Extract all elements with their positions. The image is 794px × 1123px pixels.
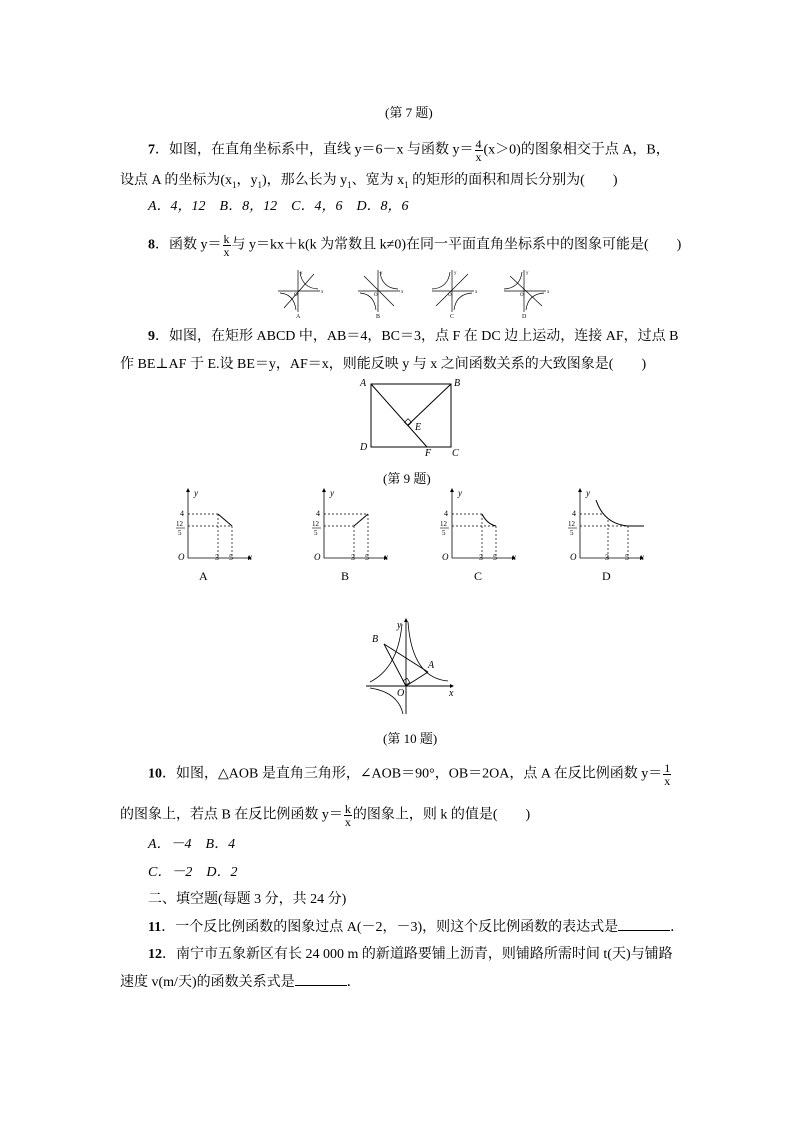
q9a-y: y bbox=[194, 488, 198, 498]
q9a-x: x bbox=[248, 552, 252, 562]
q9-choice-a: A bbox=[199, 569, 208, 583]
q10-label-b: B bbox=[372, 634, 379, 645]
q9b-5d: 5 bbox=[314, 529, 318, 537]
q9b-o: O bbox=[314, 552, 321, 562]
q7-l2d: 、宽为 x bbox=[351, 173, 405, 188]
q7-text-a: ．如图，在直角坐标系中，直线 y＝6－x 与函数 y＝ bbox=[155, 142, 474, 158]
q8-choice-c: C bbox=[450, 314, 455, 320]
q9d-o: O bbox=[570, 552, 577, 562]
q8c-x: x bbox=[475, 290, 478, 295]
q9a-5: 5 bbox=[229, 553, 233, 562]
q9-graph-b bbox=[304, 488, 394, 588]
q9b-y: y bbox=[330, 488, 334, 498]
q8-graph-c bbox=[430, 266, 480, 318]
q9-label-f: F bbox=[425, 448, 432, 459]
q9-line1 bbox=[148, 328, 679, 346]
q9a-4: 4 bbox=[180, 509, 184, 518]
q11-answer-blank[interactable] bbox=[618, 918, 670, 931]
q9c-y: y bbox=[458, 488, 462, 498]
q9c-5: 5 bbox=[493, 553, 497, 562]
q8b-o: O bbox=[374, 293, 378, 298]
q8-frac-num: k bbox=[223, 232, 230, 246]
q7-caption: (第 7 题) bbox=[385, 105, 433, 120]
q8c-y: y bbox=[454, 271, 457, 276]
q8d-o: O bbox=[520, 293, 524, 298]
q8-choice-b: B bbox=[376, 314, 381, 320]
q9-choice-c: C bbox=[474, 569, 483, 583]
q12-answer-blank[interactable] bbox=[295, 973, 347, 986]
q8b-y: y bbox=[380, 271, 383, 276]
q9d-y: y bbox=[586, 488, 590, 498]
q8-graph-d bbox=[502, 266, 552, 318]
q9-caption: (第 9 题) bbox=[383, 471, 431, 486]
q10-text-2b: 的图象上，则 k 的值是( ) bbox=[352, 807, 531, 823]
q9d-5: 5 bbox=[625, 553, 629, 562]
q9c-4: 4 bbox=[444, 509, 448, 518]
q7-line2 bbox=[120, 172, 618, 194]
q9b-x: x bbox=[384, 552, 388, 562]
q8-choice-d: D bbox=[522, 314, 527, 320]
q8d-x: x bbox=[547, 290, 550, 295]
q12-number: 12 bbox=[148, 947, 162, 962]
q7-fraction bbox=[475, 138, 483, 163]
q11-text: ．一个反比例函数的图象过点 A(－2，－3)，则这个反比例函数的表达式是 bbox=[161, 920, 619, 935]
q8-choice-a: A bbox=[296, 314, 301, 320]
q7-l2b: ，y bbox=[236, 173, 258, 188]
q9-graph-c bbox=[432, 488, 522, 588]
q9-graph-d bbox=[560, 488, 670, 588]
q9a-12: 12 bbox=[176, 520, 183, 528]
q8a-o: O bbox=[294, 293, 298, 298]
q7-sub3: 1 bbox=[347, 179, 352, 190]
q8-frac-den: x bbox=[223, 245, 230, 259]
q8c-o: O bbox=[448, 293, 452, 298]
q9-choice-b: B bbox=[341, 569, 350, 583]
q7-l2e: 的矩形的面积和周长分别为( ) bbox=[408, 173, 618, 188]
q7-options: A．4，12 B．8，12 C．4，6 D．8，6 bbox=[148, 199, 409, 214]
section-heading-fill-blank: 二、填空题(每题 3 分，共 24 分) bbox=[148, 892, 347, 907]
q9b-12: 12 bbox=[312, 520, 319, 528]
q11-number: 11 bbox=[148, 920, 162, 935]
q10-frac1-num: 1 bbox=[664, 761, 671, 775]
q7-l2c: )，那么长为 y bbox=[262, 173, 348, 188]
q10-text-2a: 的图象上，若点 B 在反比例函数 y＝ bbox=[120, 807, 343, 823]
q10-label-a: A bbox=[428, 660, 435, 671]
q9-label-e: E bbox=[415, 422, 422, 433]
q11-line bbox=[148, 918, 684, 937]
q7-l2a: 设点 A 的坐标为(x bbox=[120, 173, 232, 188]
q12-text-1: ．南宁市五象新区有长 24 000 m 的新道路要铺上沥青，则铺路所需时间 t(天)与铺路 bbox=[162, 947, 673, 962]
q7-sub1: 1 bbox=[232, 179, 237, 190]
q10-label-o: O bbox=[397, 688, 405, 699]
q9a-o: O bbox=[178, 552, 185, 562]
q8b-x: x bbox=[401, 290, 404, 295]
q10-options2: C．－2 D．2 bbox=[148, 865, 238, 880]
q9d-3: 3 bbox=[605, 553, 609, 562]
q12-end: ． bbox=[346, 975, 361, 990]
q8-number: 8 bbox=[148, 237, 155, 253]
q10-frac2 bbox=[344, 803, 352, 828]
q9-number: 9 bbox=[148, 329, 155, 344]
q9a-3: 3 bbox=[215, 553, 219, 562]
q9a-5d: 5 bbox=[178, 529, 182, 537]
q9c-o: O bbox=[442, 552, 449, 562]
q10-frac1 bbox=[663, 762, 671, 787]
q8a-y: y bbox=[300, 271, 303, 276]
q9-label-d: D bbox=[360, 442, 368, 453]
q10-caption: (第 10 题) bbox=[383, 731, 438, 746]
q10-line2 bbox=[120, 803, 530, 828]
q8-text-b: 与 y＝kx＋k(k 为常数且 k≠0)在同一平面直角坐标系中的图象可能是( ) bbox=[231, 237, 682, 253]
q9d-4: 4 bbox=[572, 509, 576, 518]
q9b-4: 4 bbox=[316, 509, 320, 518]
q9-label-c: C bbox=[452, 448, 459, 459]
q8-text-a: ．函数 y＝ bbox=[155, 237, 222, 253]
q9c-3: 3 bbox=[479, 553, 483, 562]
q9-label-b: B bbox=[454, 378, 461, 389]
q9d-12: 12 bbox=[568, 520, 575, 528]
q12-line2 bbox=[120, 973, 361, 992]
q9-rectangle-figure bbox=[355, 376, 475, 458]
q10-label-x: x bbox=[449, 688, 454, 699]
q8-line bbox=[148, 233, 681, 258]
q9c-x: x bbox=[512, 552, 516, 562]
q9b-3: 3 bbox=[351, 553, 355, 562]
q8-graph-a bbox=[276, 266, 326, 318]
q7-frac-den: x bbox=[475, 150, 482, 164]
q7-sub2: 1 bbox=[257, 179, 262, 190]
q9-line2: 作 BE⊥AF 于 E.设 BE＝y，AF＝x，则能反映 y 与 x 之间函数关系的大致图象是( ) bbox=[120, 357, 647, 372]
q10-frac2-den: x bbox=[344, 815, 351, 829]
q7-number: 7 bbox=[148, 142, 155, 158]
q9b-5: 5 bbox=[365, 553, 369, 562]
q8d-y: y bbox=[526, 271, 529, 276]
q9-label-a: A bbox=[360, 378, 367, 389]
q10-text-1: ．如图，△AOB 是直角三角形，∠AOB＝90°，OB＝2OA，点 A 在反比例函数 y＝ bbox=[162, 766, 663, 782]
q12-text-2: 速度 v(m/天)的函数关系式是 bbox=[120, 975, 295, 990]
q9-text-1: ．如图，在矩形 ABCD 中，AB＝4，BC＝3，点 F 在 DC 边上运动，连接 AF，过点 B bbox=[155, 329, 679, 344]
q7-text-b: (x＞0)的图象相交于点 A，B， bbox=[483, 142, 670, 158]
q7-frac-num: 4 bbox=[475, 137, 482, 151]
q10-options1: A．－4 B．4 bbox=[148, 837, 236, 852]
q9c-12: 12 bbox=[440, 520, 447, 528]
q9-graph-a bbox=[168, 488, 258, 588]
q12-line1 bbox=[148, 946, 673, 964]
q10-figure bbox=[362, 618, 462, 718]
q7-line1 bbox=[148, 138, 670, 163]
q9-choice-d: D bbox=[602, 569, 611, 583]
q10-number: 10 bbox=[148, 766, 162, 782]
q9d-5d: 5 bbox=[570, 529, 574, 537]
q10-label-y: y bbox=[397, 620, 402, 631]
q10-frac2-num: k bbox=[344, 802, 351, 816]
q10-line1 bbox=[148, 762, 672, 787]
q7-sub4: 1 bbox=[404, 179, 409, 190]
q11-end: ． bbox=[670, 920, 685, 935]
q8-graph-b bbox=[356, 266, 406, 318]
q8-fraction bbox=[223, 233, 231, 258]
q8a-x: x bbox=[321, 290, 324, 295]
q10-frac1-den: x bbox=[664, 774, 671, 788]
q9d-x: x bbox=[640, 552, 644, 562]
q9c-5d: 5 bbox=[442, 529, 446, 537]
